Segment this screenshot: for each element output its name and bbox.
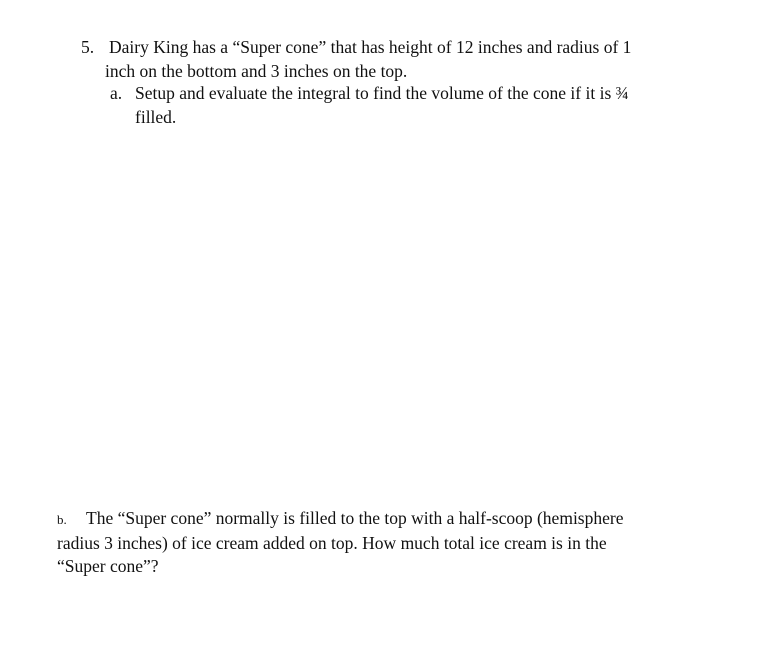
part-a-label: a. bbox=[110, 83, 123, 103]
part-b bbox=[57, 507, 677, 579]
part-b-text-line-1: The “Super cone” normally is filled to the top with a half-scoop (hemisphere bbox=[86, 508, 624, 528]
part-a bbox=[110, 82, 680, 129]
problem-first-line bbox=[81, 36, 681, 60]
part-a-text-line-2: filled. bbox=[135, 106, 177, 127]
problem-5 bbox=[81, 36, 681, 83]
part-b-label: b. bbox=[57, 512, 67, 527]
part-b-text-line-3: “Super cone”? bbox=[57, 556, 159, 576]
problem-text-line-2: inch on the bottom and 3 inches on the top. bbox=[105, 60, 408, 81]
problem-number: 5. bbox=[81, 37, 95, 57]
problem-text-line-1: Dairy King has a “Super cone” that has height of 12 inches and radius of 1 bbox=[109, 37, 632, 57]
part-a-text-line-1: Setup and evaluate the integral to find the volume of the cone if it is ¾ bbox=[135, 83, 629, 103]
part-b-text-line-2: radius 3 inches) of ice cream added on top. How much total ice cream is in the bbox=[57, 532, 607, 553]
part-b-first-line bbox=[57, 507, 677, 532]
part-a-first-line bbox=[110, 82, 680, 106]
